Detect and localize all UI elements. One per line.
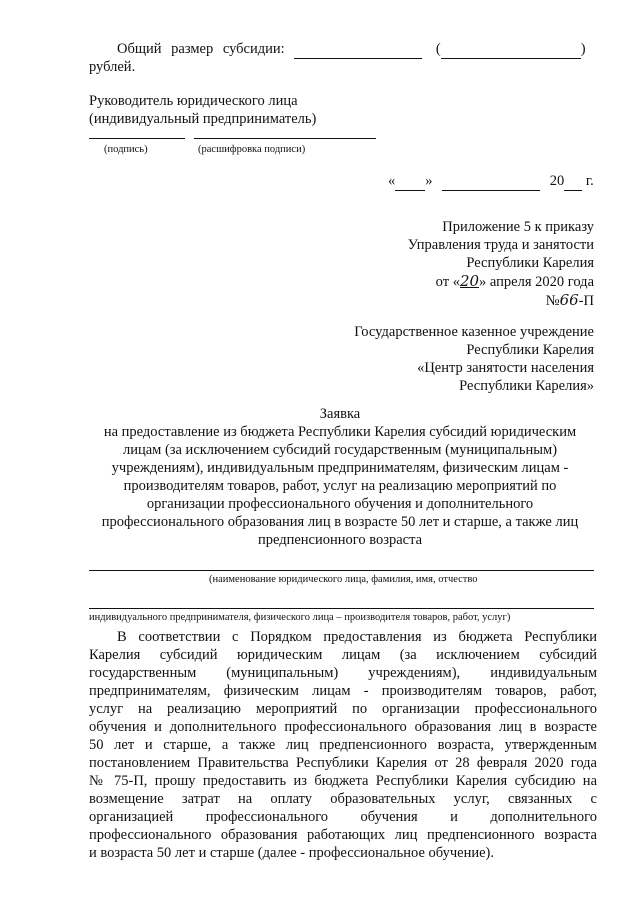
addressee-line1: Государственное казенное учреждение <box>354 324 594 340</box>
open-paren: ( <box>435 41 441 57</box>
appendix-line2: Управления труда и занятости <box>407 237 594 253</box>
addressee-block <box>274 323 594 395</box>
year-prefix: 20 <box>549 173 565 189</box>
body-line: возмещение затрат на оплату образовательных услуг, связанных с <box>89 791 597 807</box>
signature-decode-field[interactable] <box>194 128 376 139</box>
body-line: предпринимателям, физическим лицам - производителям товаров, работ, <box>89 683 597 699</box>
subsidy-label: Общий размер субсидии: <box>117 41 285 57</box>
head-title-line1: Руководитель юридического лица <box>89 93 298 109</box>
date-line <box>388 172 594 191</box>
appendix-number: №66-П <box>545 291 594 309</box>
application-title <box>80 405 600 549</box>
body-line: 50 лет и старше, а также лиц предпенсионного возраста, утвержденным <box>89 737 597 753</box>
rubles-label: рублей. <box>89 59 136 75</box>
close-paren: ) <box>580 41 586 57</box>
addressee-line4: Республики Карелия» <box>459 378 594 394</box>
date-day-field[interactable] <box>395 172 425 191</box>
title-line: учреждениям), индивидуальным предпринимателям, физическим лицам - <box>111 460 569 476</box>
title-line: предпенсионного возраста <box>257 532 423 548</box>
appendix-line1: Приложение 5 к приказу <box>442 219 594 235</box>
title-line: на предоставление из бюджета Республики Карелия субсидий юридическим <box>103 424 577 440</box>
quote-open: « <box>388 173 396 189</box>
body-line: В соответствии с Порядком предоставления из бюджета Республики <box>117 629 597 645</box>
applicant-caption-1: (наименование юридического лица, фамилия, имя, отчество <box>209 574 478 585</box>
appendix-date: от «20» апреля 2020 года <box>435 272 594 290</box>
applicant-caption-2: индивидуального предпринимателя, физического лица – производителя товаров, работ, услуг) <box>89 612 511 623</box>
body-line: Карелия субсидий юридическим лицам (за исключением субсидий <box>89 647 597 663</box>
body-line: профессионального образования работающих лиц предпенсионного возраста <box>89 827 597 843</box>
addressee-line3: «Центр занятости населения <box>417 360 594 376</box>
title-line: профессионального образования лиц в возрасте 50 лет и старше, а также лиц <box>101 514 579 530</box>
body-line: организацией профессионального обучения и дополнительного <box>89 809 597 825</box>
title-line: производителям товаров, работ, услуг на реализацию мероприятий по <box>123 478 557 494</box>
body-line: обучения и дополнительного профессионального образования лиц в возрасте <box>89 719 597 735</box>
body-paragraph <box>89 628 597 862</box>
quote-close: » <box>425 173 433 189</box>
signature-caption: (подпись) <box>104 144 148 155</box>
date-year-field[interactable] <box>564 172 582 191</box>
signature-field[interactable] <box>89 128 185 139</box>
body-line: постановлением Правительства Республики Карелия от 28 февраля 2020 года <box>89 755 597 771</box>
subsidy-amount-words-field[interactable] <box>441 40 581 59</box>
body-line: услуг на реализацию мероприятий по организации профессионального <box>89 701 597 717</box>
subsidy-size-line <box>117 40 597 59</box>
title-line: организации профессионального обучения и дополнительного <box>146 496 534 512</box>
signature-decode-caption: (расшифровка подписи) <box>198 144 306 155</box>
date-month-field[interactable] <box>442 172 540 191</box>
title-heading: Заявка <box>319 406 361 422</box>
title-line: лицам (за исключением субсидий государственным (муниципальным) <box>122 442 558 458</box>
appendix-block <box>274 218 594 310</box>
appendix-handwritten-day: 20 <box>459 272 480 290</box>
subsidy-amount-field[interactable] <box>294 40 422 59</box>
addressee-line2: Республики Карелия <box>466 342 594 358</box>
head-title-line2: (индивидуальный предприниматель) <box>89 111 317 127</box>
body-line: и возраста 50 лет и старше (далее - профессиональное обучение). <box>89 845 494 861</box>
applicant-name-field[interactable] <box>89 562 594 571</box>
body-line: государственным (муниципальным) учреждениям), индивидуальным <box>89 665 597 681</box>
applicant-name-field-2[interactable] <box>89 600 594 609</box>
body-line: № 75-П, прошу предоставить из бюджета Республики Карелия субсидию на <box>89 773 597 789</box>
appendix-handwritten-number: 66 <box>559 291 579 309</box>
year-suffix: г. <box>585 173 594 189</box>
appendix-line3: Республики Карелия <box>466 255 594 271</box>
